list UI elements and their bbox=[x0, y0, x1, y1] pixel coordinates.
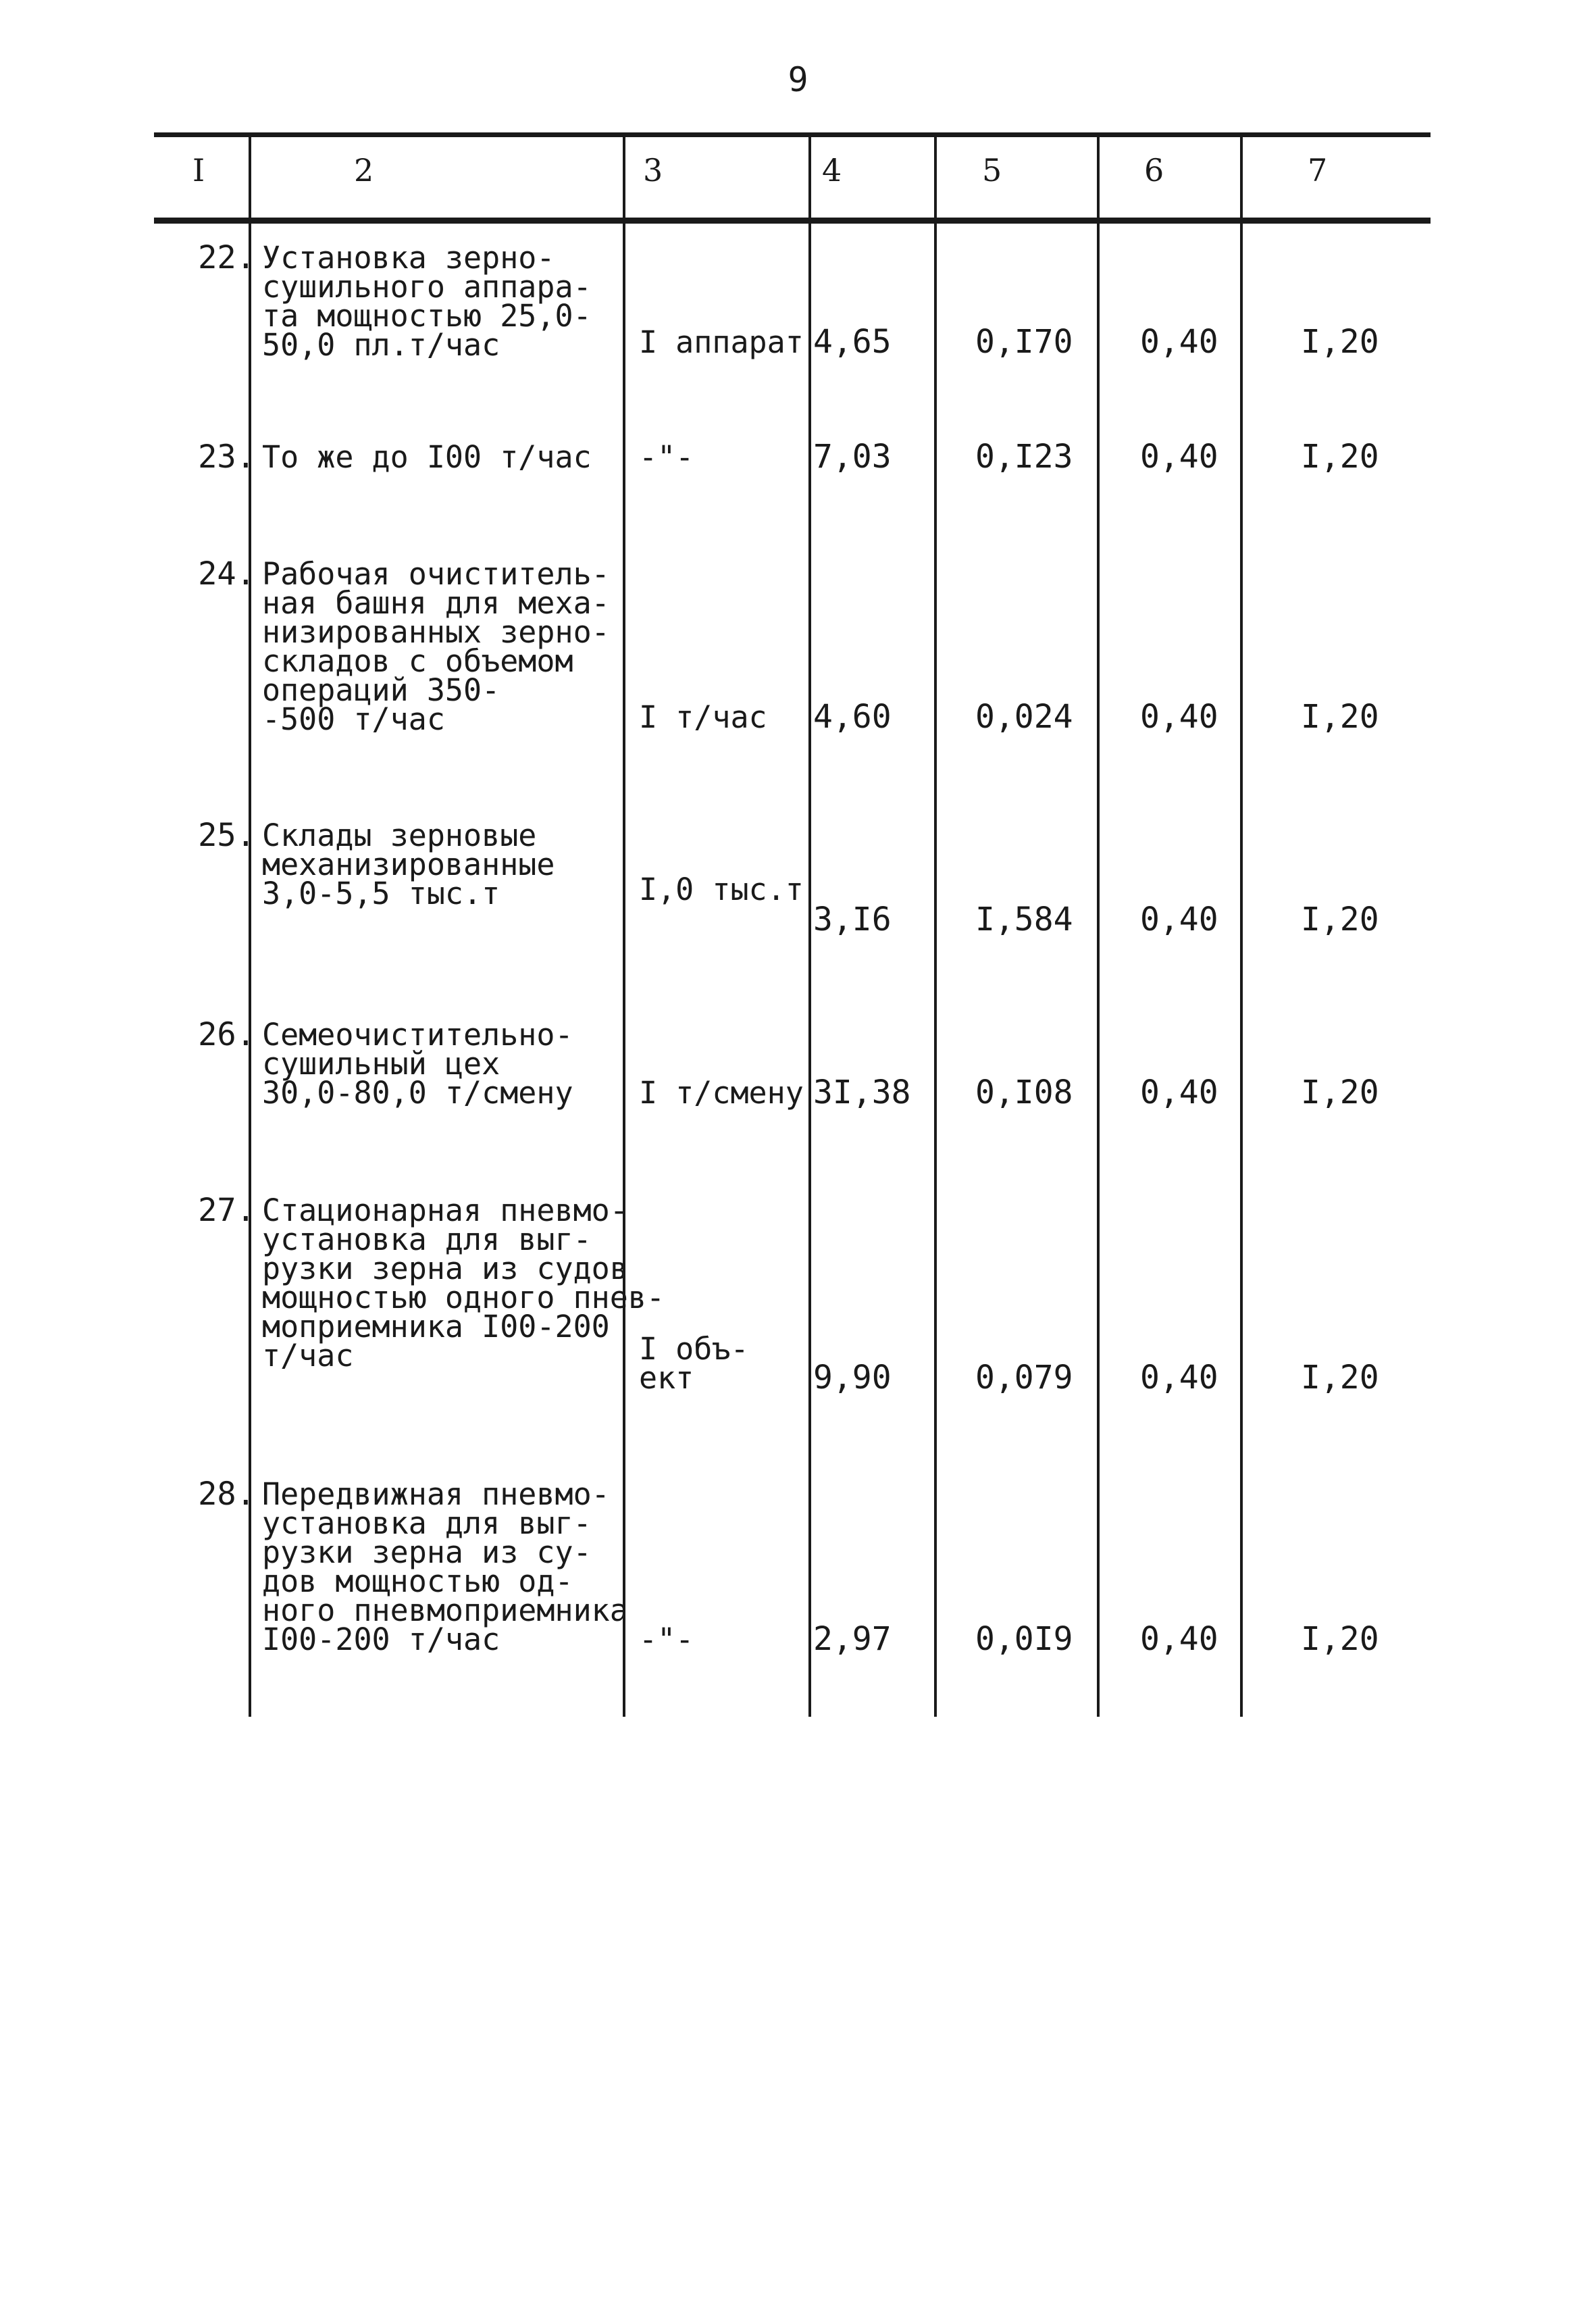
row-unit: I аппарат bbox=[639, 324, 804, 360]
row-value-col6: 0,40 bbox=[1140, 438, 1218, 476]
header-col-4: 4 bbox=[822, 152, 842, 188]
column-divider-4 bbox=[934, 132, 937, 1717]
row-value-col5: 0,0I9 bbox=[975, 1620, 1073, 1658]
row-value-col7: I,20 bbox=[1301, 1074, 1379, 1111]
table-top-rule bbox=[154, 132, 1431, 137]
row-description: То же до I00 т/час bbox=[262, 439, 592, 475]
row-number: 25. bbox=[198, 817, 255, 854]
row-value-col4: 7,03 bbox=[813, 438, 892, 476]
header-col-5: 5 bbox=[982, 152, 1002, 188]
row-value-col6: 0,40 bbox=[1140, 1359, 1218, 1397]
row-description: Склады зерновые механизированные 3,0-5,5 тыс.т bbox=[262, 818, 555, 911]
row-value-col6: 0,40 bbox=[1140, 323, 1218, 361]
row-number: 23. bbox=[198, 438, 255, 476]
row-number: 27. bbox=[198, 1192, 255, 1229]
row-value-col5: 0,I08 bbox=[975, 1074, 1073, 1111]
row-value-col7: I,20 bbox=[1301, 323, 1379, 361]
row-value-col7: I,20 bbox=[1301, 1359, 1379, 1397]
row-value-col4: 4,60 bbox=[813, 698, 892, 736]
row-value-col7: I,20 bbox=[1301, 698, 1379, 736]
row-value-col4: 3I,38 bbox=[813, 1074, 911, 1111]
row-value-col4: 2,97 bbox=[813, 1620, 892, 1658]
row-value-col7: I,20 bbox=[1301, 1620, 1379, 1658]
row-value-col5: 0,I70 bbox=[975, 323, 1073, 361]
header-col-2: 2 bbox=[354, 152, 374, 188]
row-value-col4: 4,65 bbox=[813, 323, 892, 361]
row-unit: I объ- ект bbox=[639, 1331, 749, 1396]
row-value-col6: 0,40 bbox=[1140, 901, 1218, 938]
column-divider-3 bbox=[808, 132, 811, 1717]
row-description: Стационарная пневмо- установка для выг- рузки зерна из судов мощностью одного пнев- моприемника I00-200 т/час bbox=[262, 1192, 665, 1374]
column-divider-6 bbox=[1240, 132, 1243, 1717]
page-number: 9 bbox=[788, 60, 808, 99]
row-unit: I т/час bbox=[639, 699, 767, 735]
row-value-col6: 0,40 bbox=[1140, 698, 1218, 736]
row-unit: I,0 тыс.т bbox=[639, 872, 804, 907]
header-col-1: I bbox=[192, 152, 205, 188]
row-number: 26. bbox=[198, 1016, 255, 1053]
row-value-col7: I,20 bbox=[1301, 438, 1379, 476]
row-number: 28. bbox=[198, 1476, 255, 1513]
row-number: 24. bbox=[198, 555, 255, 593]
row-value-col5: 0,079 bbox=[975, 1359, 1073, 1397]
row-value-col5: I,584 bbox=[975, 901, 1073, 938]
row-unit: -"- bbox=[639, 1621, 694, 1657]
row-unit: -"- bbox=[639, 439, 694, 475]
header-col-7: 7 bbox=[1308, 152, 1328, 188]
row-value-col5: 0,I23 bbox=[975, 438, 1073, 476]
column-divider-5 bbox=[1097, 132, 1100, 1717]
row-description: Семеочистительно- сушильный цех 30,0-80,0 т/смену bbox=[262, 1017, 573, 1111]
row-value-col4: 3,I6 bbox=[813, 901, 892, 938]
row-description: Передвижная пневмо- установка для выг- рузки зерна из су- дов мощностью од- ного пневмоприемника I00-200 т/час bbox=[262, 1476, 628, 1657]
row-number: 22. bbox=[198, 239, 255, 276]
row-value-col4: 9,90 bbox=[813, 1359, 892, 1397]
row-value-col5: 0,024 bbox=[975, 698, 1073, 736]
row-value-col7: I,20 bbox=[1301, 901, 1379, 938]
row-unit: I т/смену bbox=[639, 1075, 804, 1111]
table-header-rule bbox=[154, 218, 1431, 224]
header-col-3: 3 bbox=[643, 152, 663, 188]
row-description: Рабочая очиститель- ная башня для меха- низированных зерно- складов с объемом операций 350- -500 т/час bbox=[262, 556, 610, 737]
header-col-6: 6 bbox=[1144, 152, 1164, 188]
row-value-col6: 0,40 bbox=[1140, 1074, 1218, 1111]
row-description: Установка зерно- сушильного аппара- та мощностью 25,0- 50,0 пл.т/час bbox=[262, 240, 592, 363]
row-value-col6: 0,40 bbox=[1140, 1620, 1218, 1658]
